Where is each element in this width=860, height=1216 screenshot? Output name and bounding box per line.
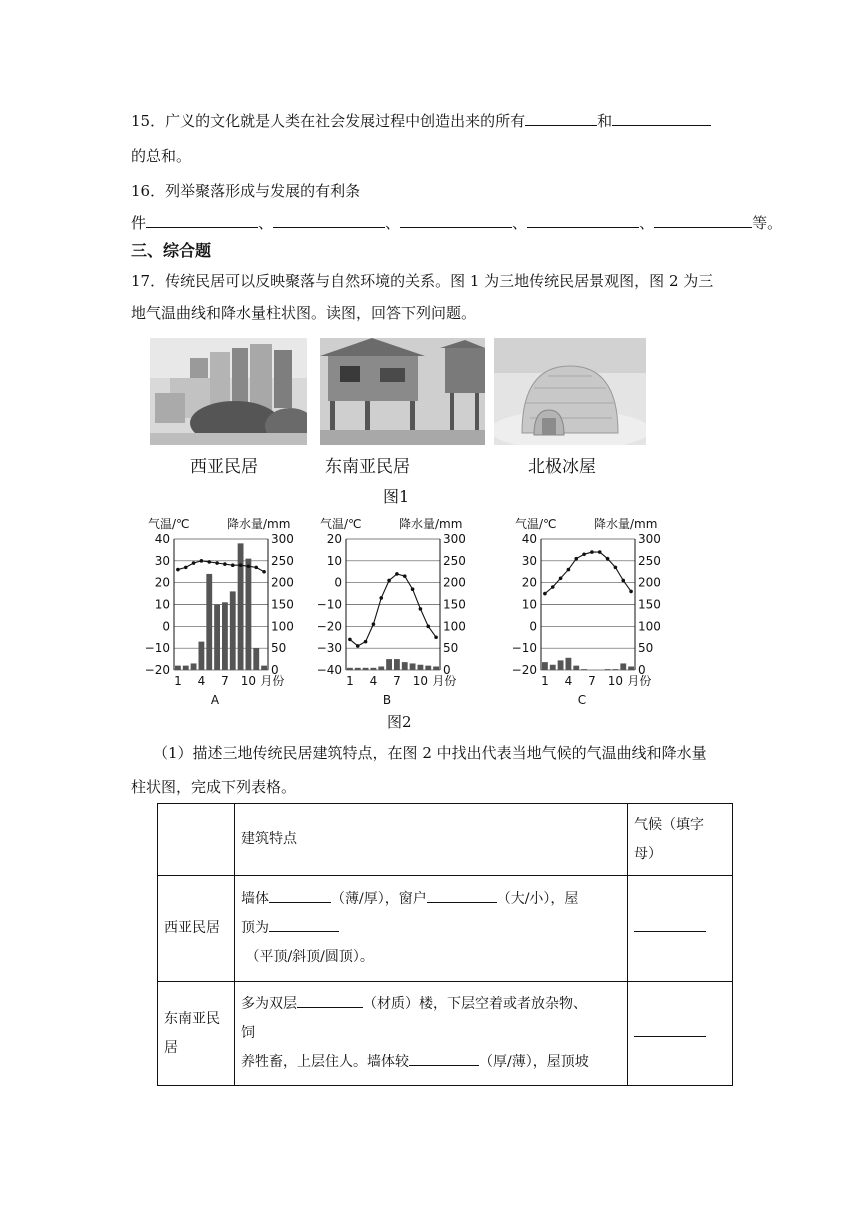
x-tick-label: 10 [607, 674, 624, 688]
temp-tick-label: 40 [521, 532, 537, 546]
temp-point [379, 596, 383, 600]
precip-bar [199, 642, 205, 670]
precip-tick-label: 200 [638, 575, 661, 590]
section-heading: 三、综合题 [131, 241, 212, 260]
precip-bar [394, 659, 400, 670]
temp-point [372, 622, 376, 626]
precip-tick-label: 300 [638, 532, 661, 546]
temp-point [614, 566, 618, 570]
precip-bar [628, 667, 634, 670]
photo-caption: 北极冰屋 [528, 457, 596, 477]
x-tick-label: 7 [588, 674, 596, 688]
answer-blank[interactable] [269, 887, 331, 903]
chart-id-label: C [577, 693, 587, 707]
temp-curve [545, 552, 631, 593]
x-tick-label: 4 [564, 674, 573, 688]
temp-tick-label: 0 [529, 619, 537, 634]
precip-axis-title: 降水量/mm [227, 517, 291, 531]
temp-point [559, 577, 563, 581]
precip-bar [410, 663, 416, 670]
precip-bar [355, 668, 361, 670]
precip-tick-label: 0 [638, 663, 646, 677]
temp-tick-label: −10 [511, 641, 537, 656]
climate-chart-c [510, 513, 680, 713]
temp-tick-label: 40 [154, 532, 170, 546]
temp-point [434, 635, 438, 639]
x-tick-label: 4 [369, 674, 378, 688]
temp-axis-title: 气温/℃ [515, 517, 557, 531]
q17-1-line1: （1）描述三地传统民居建筑特点，在图 2 中找出代表当地气候的气温曲线和降水量 [153, 744, 707, 762]
precip-bar [261, 666, 267, 670]
temp-point [364, 640, 368, 644]
temp-axis-title: 气温/℃ [148, 517, 190, 531]
temp-tick-label: 10 [521, 597, 537, 612]
x-axis-unit: 月份 [260, 674, 285, 688]
precip-bar [222, 602, 228, 670]
chart-id-label: B [382, 693, 392, 707]
climate-chart-a [143, 513, 313, 713]
temp-tick-label: −20 [316, 619, 342, 634]
precip-bar [566, 658, 572, 670]
temp-point [387, 579, 391, 583]
figure-label: 图1 [383, 487, 410, 506]
precip-tick-label: 300 [271, 532, 294, 546]
temp-point [223, 562, 227, 566]
west-asia-dwelling-photo [150, 338, 307, 445]
x-axis-unit: 月份 [432, 674, 457, 688]
answer-blank[interactable] [269, 916, 339, 932]
precip-axis-title: 降水量/mm [399, 517, 463, 531]
answer-blank[interactable] [297, 992, 363, 1008]
temp-point [551, 585, 555, 589]
precip-bar [191, 663, 197, 670]
x-tick-label: 7 [393, 674, 401, 688]
precip-bar [418, 665, 424, 670]
precip-tick-label: 100 [443, 619, 466, 634]
answer-blank[interactable] [525, 110, 597, 126]
precip-bar [573, 666, 579, 670]
climate-chart-b [315, 513, 485, 713]
precip-tick-label: 250 [638, 553, 661, 568]
temp-tick-label: 20 [326, 532, 342, 546]
precip-bar [402, 662, 408, 670]
precip-tick-label: 200 [271, 575, 294, 590]
answer-blank[interactable] [427, 887, 497, 903]
answer-blank[interactable] [654, 212, 752, 228]
precip-bar [542, 662, 548, 670]
q15-line2: 的总和。 [131, 147, 192, 165]
figure-label: 图2 [387, 713, 412, 731]
x-tick-label: 1 [346, 674, 354, 688]
temp-tick-label: 0 [162, 619, 170, 634]
precip-bar [238, 543, 244, 670]
precip-bar [183, 666, 189, 670]
precip-tick-label: 50 [271, 641, 287, 656]
precip-bar [230, 591, 236, 670]
precip-tick-label: 50 [638, 641, 654, 656]
x-tick-label: 1 [541, 674, 549, 688]
arctic-igloo-photo [494, 338, 646, 445]
temp-point [419, 607, 423, 611]
temp-point [426, 625, 430, 629]
precip-bar [363, 668, 369, 670]
row-name: 东南亚民 居 [158, 982, 235, 1086]
temp-point [192, 561, 196, 565]
temp-point [395, 572, 399, 576]
temp-point [356, 644, 360, 648]
precip-tick-label: 250 [271, 553, 294, 568]
q15-line1: 15．广义的文化就是人类在社会发展过程中创造出来的所有 和 [131, 110, 711, 132]
temp-point [231, 563, 235, 567]
temp-tick-label: −40 [316, 663, 342, 677]
row-name: 西亚民居 [158, 876, 235, 982]
q16-line1: 16．列举聚落形成与发展的有利条 [131, 182, 361, 200]
header-feature: 建筑特点 [235, 804, 628, 876]
answer-blank[interactable] [273, 212, 385, 228]
chart-id-label: A [210, 693, 220, 707]
temp-tick-label: −30 [316, 641, 342, 656]
answer-blank[interactable] [527, 212, 639, 228]
temp-point [215, 561, 219, 565]
precip-tick-label: 250 [443, 553, 466, 568]
precip-tick-label: 50 [443, 641, 459, 656]
precip-tick-label: 100 [271, 619, 294, 634]
temp-point [176, 568, 180, 572]
temp-tick-label: 20 [154, 575, 170, 590]
photo-caption: 东南亚民居 [325, 457, 410, 477]
temp-point [606, 557, 610, 561]
precip-bar [581, 669, 587, 670]
table-row [158, 876, 733, 982]
precip-bar [347, 668, 353, 670]
x-tick-label: 10 [240, 674, 257, 688]
precip-bar [550, 665, 556, 670]
temp-tick-label: −20 [144, 663, 170, 677]
precip-tick-label: 100 [638, 619, 661, 634]
precip-bar [620, 663, 626, 670]
climate-answer-blank[interactable] [634, 916, 706, 932]
precip-tick-label: 0 [443, 663, 451, 677]
temp-point [348, 638, 352, 642]
temp-point [403, 574, 407, 578]
x-axis-unit: 月份 [627, 674, 652, 688]
precip-bar [433, 667, 439, 670]
q17-line1: 17．传统民居可以反映聚落与自然环境的关系。图 1 为三地传统民居景观图，图 2 为三 [131, 272, 714, 290]
temp-tick-label: 10 [326, 553, 342, 568]
photo-caption: 西亚民居 [190, 457, 258, 477]
southeast-asia-dwelling-photo [320, 338, 485, 445]
temp-point [254, 566, 258, 570]
row-feature: 多为双层 （材质）楼，下层空着或者放杂物、 饲 养牲畜，上层住人。墙体较 （厚/薄），屋顶坡 [235, 982, 628, 1086]
temp-point [590, 550, 594, 554]
temp-point [239, 563, 243, 567]
x-tick-label: 7 [221, 674, 229, 688]
table-row [158, 982, 733, 1086]
temp-point [262, 570, 266, 574]
x-tick-label: 4 [197, 674, 206, 688]
precip-axis-title: 降水量/mm [594, 517, 658, 531]
temp-tick-label: 20 [521, 575, 537, 590]
precip-bar [378, 667, 384, 670]
x-tick-label: 10 [412, 674, 429, 688]
temp-curve [350, 574, 436, 646]
climate-answer-blank[interactable] [634, 1021, 706, 1037]
temp-point [582, 552, 586, 556]
table-header-row: 建筑特点 气候（填字 母） [158, 804, 733, 876]
temp-point [567, 568, 571, 572]
precip-bar [613, 669, 619, 670]
q17-line2: 地气温曲线和降水量柱状图。读图，回答下列问题。 [131, 304, 477, 322]
temp-tick-label: −20 [511, 663, 537, 677]
precip-bar [214, 605, 220, 671]
answer-blank[interactable] [400, 212, 512, 228]
precip-bar [371, 668, 377, 670]
x-tick-label: 1 [174, 674, 182, 688]
temp-point [247, 564, 251, 568]
precip-tick-label: 150 [638, 597, 661, 612]
precip-bar [425, 666, 431, 670]
precip-bar [386, 659, 392, 670]
answer-blank[interactable] [612, 110, 711, 126]
precip-bar [175, 666, 181, 670]
precip-bar [605, 669, 611, 670]
temp-point [574, 557, 578, 561]
temp-tick-label: 30 [154, 553, 170, 568]
precip-bar [206, 574, 212, 670]
precip-bar [558, 660, 564, 670]
temp-point [629, 590, 633, 594]
temp-tick-label: 0 [334, 575, 342, 590]
temp-axis-title: 气温/℃ [320, 517, 362, 531]
precip-tick-label: 150 [271, 597, 294, 612]
precip-tick-label: 0 [271, 663, 279, 677]
precip-bar [253, 648, 259, 670]
temp-tick-label: −10 [144, 641, 170, 656]
temp-point [411, 587, 415, 591]
row-feature: 墙体 （薄/厚），窗户 （大/小），屋 顶为 （平顶/斜顶/圆顶）。 [235, 876, 628, 982]
precip-tick-label: 200 [443, 575, 466, 590]
temp-point [621, 579, 625, 583]
temp-point [207, 560, 211, 564]
temp-point [598, 550, 602, 554]
answer-blank[interactable] [409, 1050, 479, 1066]
answer-table [157, 803, 733, 1086]
precip-tick-label: 300 [443, 532, 466, 546]
temp-point [543, 592, 547, 596]
temp-tick-label: 30 [521, 553, 537, 568]
q17-1-line2: 柱状图，完成下列表格。 [131, 778, 297, 796]
temp-tick-label: 10 [154, 597, 170, 612]
temp-point [200, 559, 204, 563]
q16-line2: 件 、 、 、 、 等。 [131, 214, 783, 232]
answer-blank[interactable] [146, 212, 258, 228]
temp-tick-label: −10 [316, 597, 342, 612]
precip-bar [246, 559, 252, 670]
temp-point [184, 566, 188, 570]
precip-tick-label: 150 [443, 597, 466, 612]
